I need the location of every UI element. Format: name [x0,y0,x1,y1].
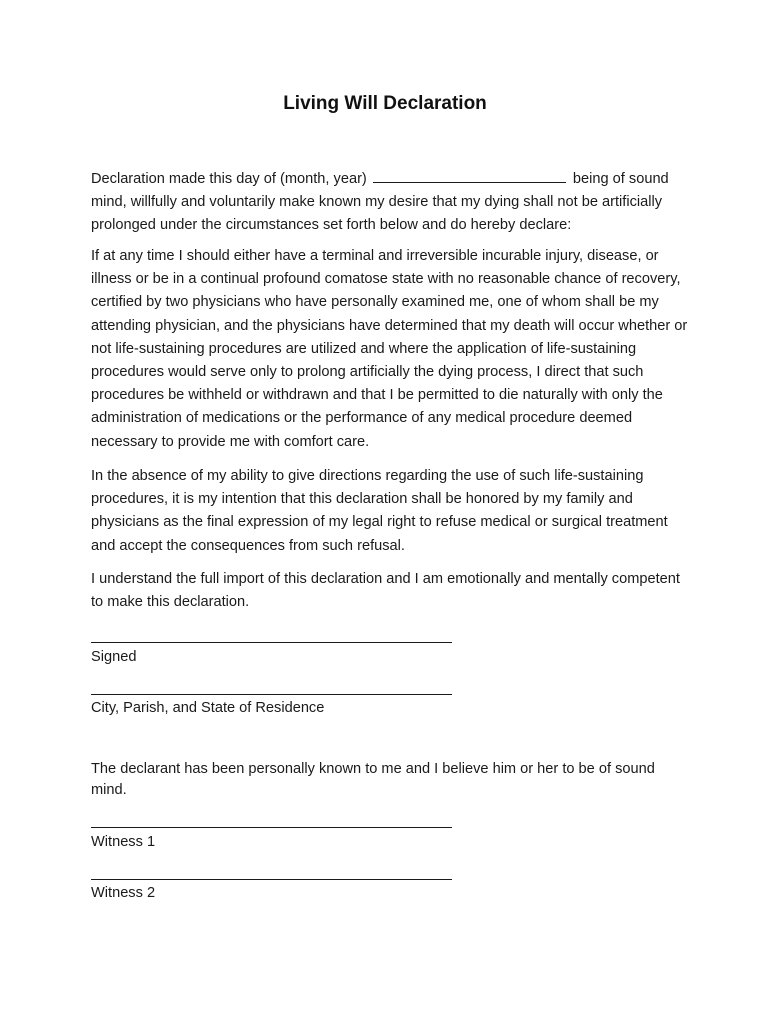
intention-paragraph: In the absence of my ability to give directions regarding the use of such life-sustaining procedures, it is my intention that this declaration shall be honored by my family and physicians as the final expression of my legal right to refuse medical or surgical treatment and accept the consequences from such refusal. [91,468,668,554]
competence-paragraph: I understand the full import of this declaration and I am emotionally and mentally competent to make this declaration. [91,571,680,611]
declaration-paragraph [91,167,691,238]
date-blank-field[interactable] [373,167,566,183]
witness2-line[interactable] [91,879,452,880]
conditions-paragraph: If at any time I should either have a terminal and irreversible incurable injury, disease, or illness or be in a continual profound comatose state with no reasonable chance of recovery, certified by two physicians who have personally examined me, one of whom shall be my attending physician, and the physicians have determined that my death will occur whether or not life-sustaining procedures are utilized and where the application of life-sustaining procedures would serve only to prolong artificially the dying process, I direct that such procedures be withheld or withdrawn and that I be permitted to die naturally with only the administration of medications or the performance of any medical procedure deemed necessary to provide me with comfort care. [91,248,688,450]
page-title: Living Will Declaration [283,93,487,114]
residence-line[interactable] [91,694,452,695]
witness1-line[interactable] [91,827,452,828]
signature-line[interactable] [91,642,452,643]
residence-label: City, Parish, and State of Residence [91,700,325,716]
witness1-label: Witness 1 [91,834,156,850]
declaration-text-start: Declaration made this day of (month, year) [91,171,367,187]
signature-label: Signed [91,649,137,665]
witness2-label: Witness 2 [91,885,156,901]
declaration-text-end: being of sound mind, willfully and voluntarily make known my desire that my dying shall not be artificially prolonged under the circumstances set forth below and do hereby declare: [91,171,669,234]
witness-statement: The declarant has been personally known to me and I believe him or her to be of sound mind. [91,761,655,798]
